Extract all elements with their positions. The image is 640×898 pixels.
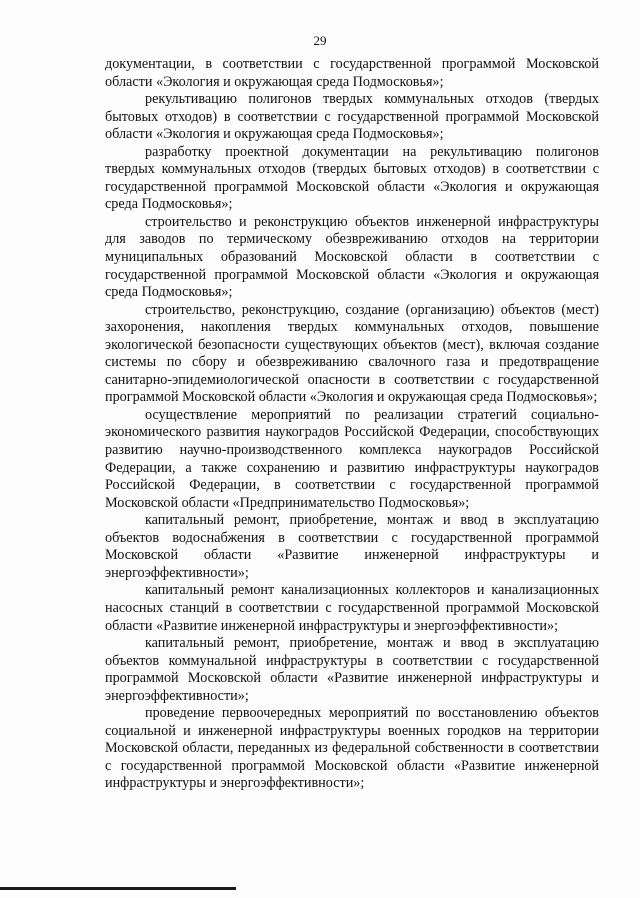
- paragraph: капитальный ремонт канализационных коллекторов и канализационных насосных станций в соответствии с государственной программой Московской области «Развитие инженерной инфраструктуры и энергоэффективности»;: [105, 582, 599, 634]
- page-number: 29: [313, 33, 327, 48]
- paragraph: осуществление мероприятий по реализации стратегий социально-экономического развития наукоградов Российской Федерации, способствующих развитию научно-производственного комплекса наукоградов Российской Федерации, а также сохранению и развитию инфраструктуры наукоградов Российской Федерации, в соответствии с государственной программой Московской области «Предпринимательство Подмосковья»;: [105, 406, 599, 511]
- paragraph: капитальный ремонт, приобретение, монтаж и ввод в эксплуатацию объектов коммунальной инфраструктуры в соответствии с государственной программой Московской области «Развитие инженерной инфраструктуры и энергоэффективности»;: [105, 635, 599, 704]
- paragraph: рекультивацию полигонов твердых коммунальных отходов (твердых бытовых отходов) в соответствии с государственной программой Московской области «Экология и окружающая среда Подмосковья»;: [105, 91, 599, 143]
- paragraph: капитальный ремонт, приобретение, монтаж и ввод в эксплуатацию объектов водоснабжения в соответствии с государственной программой Московской области «Развитие инженерной инфраструктуры и энергоэффективности»;: [105, 512, 599, 581]
- paragraph: строительство, реконструкцию, создание (организацию) объектов (мест) захоронения, накопления твердых коммунальных отходов, повышение экологической безопасности существующих объектов (мест), включая создание системы по сбору и обезвреживанию свалочного газа и предотвращение санитарно-эпидемиологической опасности в соответствии с государственной программой Московской области «Экология и окружающая среда Подмосковья»;: [105, 301, 599, 406]
- paragraph: строительство и реконструкцию объектов инженерной инфраструктуры для заводов по термическому обезвреживанию отходов на территории муниципальных образований Московской области в соответствии с государственной программой Московской области «Экология и окружающая среда Подмосковья»;: [105, 213, 599, 301]
- paragraph: документации, в соответствии с государственной программой Московской области «Экология и окружающая среда Подмосковья»;: [105, 56, 599, 90]
- paragraph: проведение первоочередных мероприятий по восстановлению объектов социальной и инженерной инфраструктуры военных городков на территории Московской области, переданных из федеральной собственности в соответствии с государственной программой Московской области «Развитие инженерной инфраструктуры и энергоэффективности»;: [105, 705, 599, 792]
- document-body: [105, 56, 599, 793]
- footer-rule: [0, 887, 236, 890]
- paragraph: разработку проектной документации на рекультивацию полигонов твердых коммунальных отходов (твердых бытовых отходов) в соответствии с государственной программой Московской области «Экология и окружающая среда Подмосковья»;: [105, 143, 599, 213]
